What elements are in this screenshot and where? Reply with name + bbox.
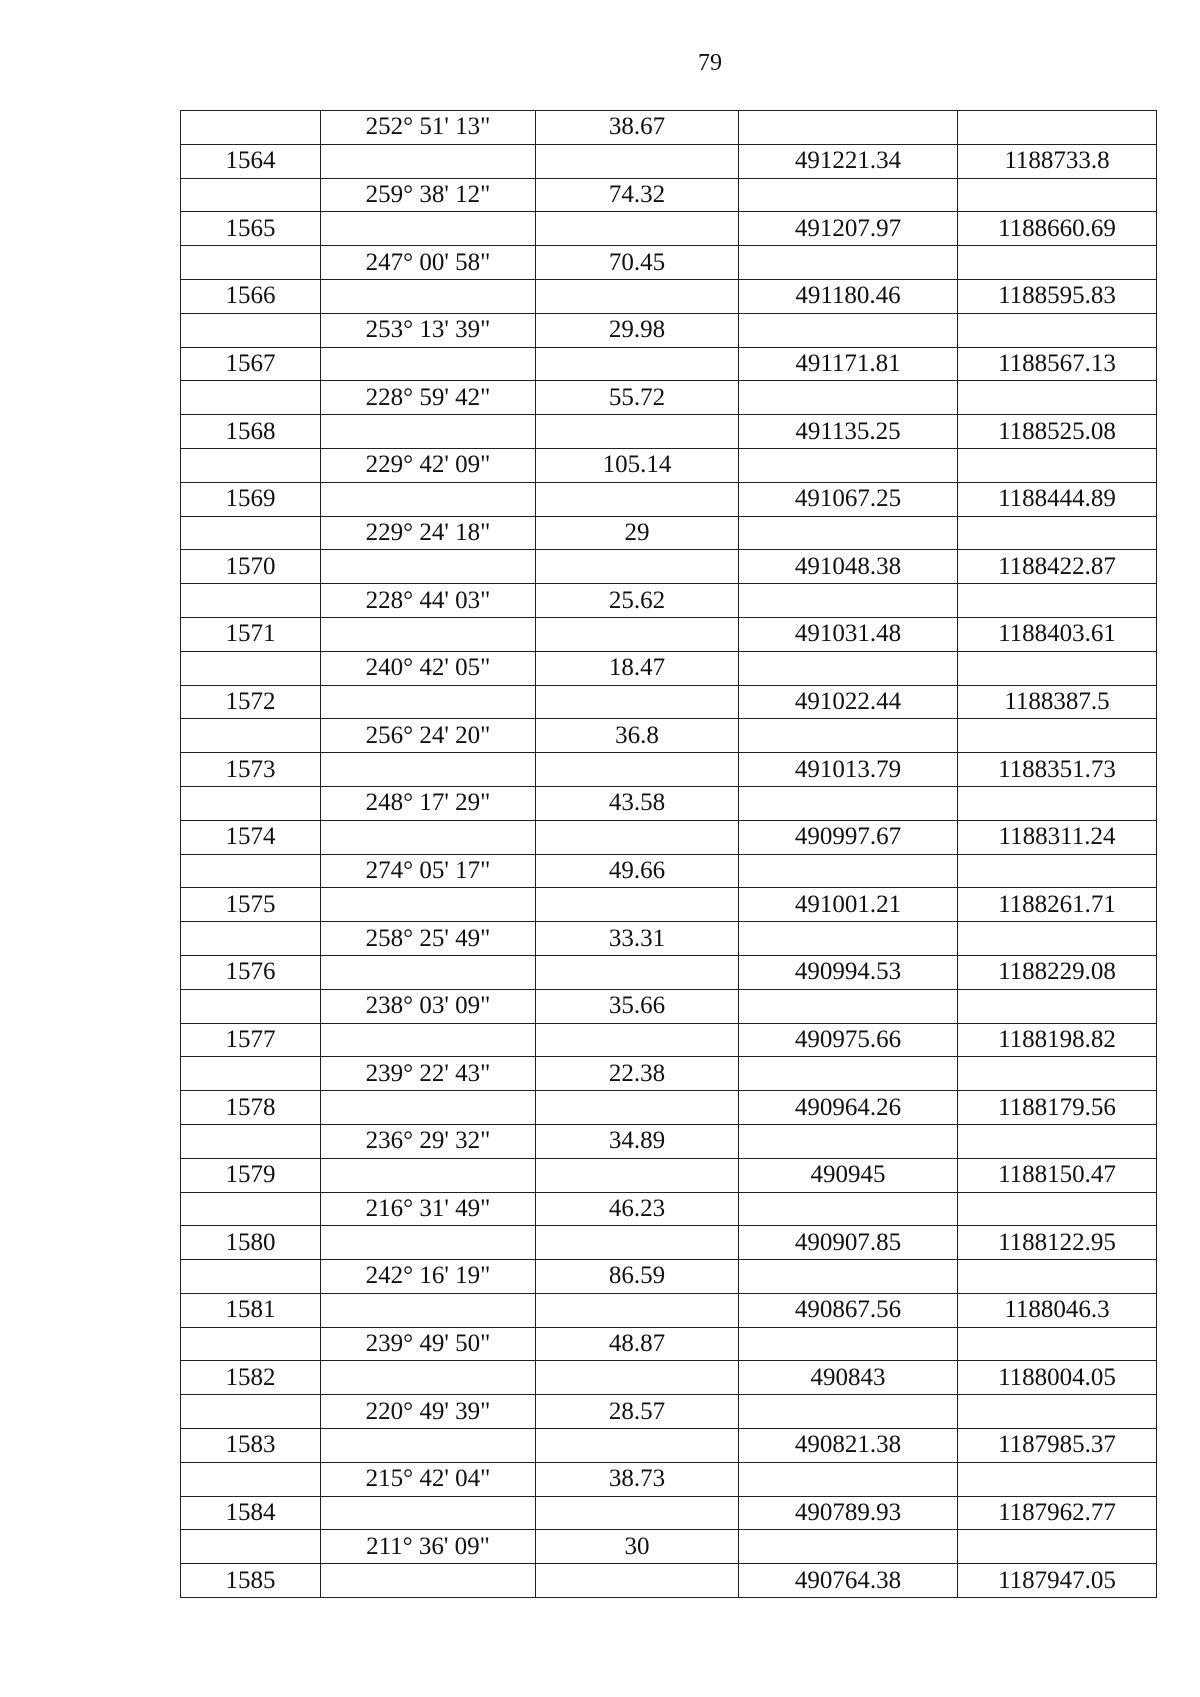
point-id-cell: 1580: [181, 1226, 321, 1260]
bearing-cell: 247° 00' 58": [321, 246, 536, 280]
point-id-cell: 1577: [181, 1023, 321, 1057]
distance-cell-empty: [536, 144, 739, 178]
easting-cell: 491207.97: [739, 212, 958, 246]
segment-row: [181, 786, 1157, 820]
point-cell-empty: [181, 584, 321, 618]
bearing-cell-empty: [321, 415, 536, 449]
distance-cell: 29.98: [536, 313, 739, 347]
bearing-cell-empty: [321, 1564, 536, 1598]
easting-cell-empty: [739, 1530, 958, 1564]
segment-row: [181, 989, 1157, 1023]
segment-row: [181, 246, 1157, 280]
distance-cell-empty: [536, 1564, 739, 1598]
northing-cell-empty: [958, 651, 1157, 685]
easting-cell-empty: [739, 1327, 958, 1361]
bearing-cell: 239° 49' 50": [321, 1327, 536, 1361]
easting-cell: 491001.21: [739, 888, 958, 922]
point-cell-empty: [181, 381, 321, 415]
easting-cell-empty: [739, 448, 958, 482]
northing-cell: 1188046.3: [958, 1293, 1157, 1327]
point-cell-empty: [181, 313, 321, 347]
easting-cell: 491221.34: [739, 144, 958, 178]
easting-cell: 490789.93: [739, 1496, 958, 1530]
distance-cell: 49.66: [536, 854, 739, 888]
point-cell-empty: [181, 1395, 321, 1429]
northing-cell: 1188403.61: [958, 617, 1157, 651]
northing-cell: 1188150.47: [958, 1158, 1157, 1192]
bearing-cell-empty: [321, 1023, 536, 1057]
northing-cell: 1188567.13: [958, 347, 1157, 381]
distance-cell: 28.57: [536, 1395, 739, 1429]
northing-cell-empty: [958, 1395, 1157, 1429]
easting-cell-empty: [739, 313, 958, 347]
point-id-cell: 1571: [181, 617, 321, 651]
northing-cell: 1188525.08: [958, 415, 1157, 449]
survey-coordinates-table: [180, 110, 1157, 1598]
bearing-cell-empty: [321, 1361, 536, 1395]
northing-cell: 1187985.37: [958, 1429, 1157, 1463]
segment-row: [181, 516, 1157, 550]
point-row: [181, 1361, 1157, 1395]
bearing-cell: 259° 38' 12": [321, 178, 536, 212]
easting-cell-empty: [739, 1462, 958, 1496]
distance-cell: 29: [536, 516, 739, 550]
point-row: [181, 482, 1157, 516]
point-row: [181, 279, 1157, 313]
distance-cell-empty: [536, 1023, 739, 1057]
easting-cell-empty: [739, 989, 958, 1023]
point-row: [181, 415, 1157, 449]
distance-cell: 34.89: [536, 1124, 739, 1158]
point-row: [181, 1023, 1157, 1057]
point-id-cell: 1566: [181, 279, 321, 313]
segment-row: [181, 178, 1157, 212]
easting-cell-empty: [739, 178, 958, 212]
segment-row: [181, 1124, 1157, 1158]
bearing-cell: 229° 24' 18": [321, 516, 536, 550]
point-cell-empty: [181, 1530, 321, 1564]
distance-cell: 18.47: [536, 651, 739, 685]
segment-row: [181, 1395, 1157, 1429]
point-cell-empty: [181, 1260, 321, 1294]
easting-cell-empty: [739, 1124, 958, 1158]
northing-cell: 1188660.69: [958, 212, 1157, 246]
distance-cell-empty: [536, 753, 739, 787]
segment-row: [181, 1260, 1157, 1294]
northing-cell-empty: [958, 854, 1157, 888]
northing-cell: 1188387.5: [958, 685, 1157, 719]
easting-cell-empty: [739, 1260, 958, 1294]
segment-row: [181, 1057, 1157, 1091]
bearing-cell-empty: [321, 1091, 536, 1125]
easting-cell-empty: [739, 246, 958, 280]
point-row: [181, 753, 1157, 787]
point-id-cell: 1567: [181, 347, 321, 381]
bearing-cell: 239° 22' 43": [321, 1057, 536, 1091]
point-id-cell: 1579: [181, 1158, 321, 1192]
easting-cell-empty: [739, 584, 958, 618]
segment-row: [181, 1192, 1157, 1226]
distance-cell: 30: [536, 1530, 739, 1564]
point-row: [181, 820, 1157, 854]
point-id-cell: 1569: [181, 482, 321, 516]
easting-cell-empty: [739, 111, 958, 145]
distance-cell: 46.23: [536, 1192, 739, 1226]
bearing-cell-empty: [321, 888, 536, 922]
point-id-cell: 1564: [181, 144, 321, 178]
northing-cell: 1188422.87: [958, 550, 1157, 584]
easting-cell: 490945: [739, 1158, 958, 1192]
point-cell-empty: [181, 1124, 321, 1158]
easting-cell-empty: [739, 1057, 958, 1091]
bearing-cell: 252° 51' 13": [321, 111, 536, 145]
point-row: [181, 1564, 1157, 1598]
point-id-cell: 1576: [181, 955, 321, 989]
point-row: [181, 347, 1157, 381]
easting-cell: 490994.53: [739, 955, 958, 989]
easting-cell: 490821.38: [739, 1429, 958, 1463]
point-row: [181, 212, 1157, 246]
point-row: [181, 955, 1157, 989]
point-cell-empty: [181, 1057, 321, 1091]
northing-cell: 1188733.8: [958, 144, 1157, 178]
easting-cell: 490843: [739, 1361, 958, 1395]
bearing-cell-empty: [321, 1429, 536, 1463]
bearing-cell: 238° 03' 09": [321, 989, 536, 1023]
survey-table-body: [181, 111, 1157, 1598]
distance-cell-empty: [536, 955, 739, 989]
distance-cell-empty: [536, 617, 739, 651]
easting-cell-empty: [739, 1395, 958, 1429]
point-cell-empty: [181, 111, 321, 145]
distance-cell-empty: [536, 820, 739, 854]
northing-cell-empty: [958, 516, 1157, 550]
point-cell-empty: [181, 516, 321, 550]
bearing-cell: 274° 05' 17": [321, 854, 536, 888]
page-number: 79: [698, 50, 722, 76]
point-cell-empty: [181, 1192, 321, 1226]
point-row: [181, 1091, 1157, 1125]
point-cell-empty: [181, 246, 321, 280]
point-row: [181, 617, 1157, 651]
northing-cell: 1188311.24: [958, 820, 1157, 854]
northing-cell-empty: [958, 786, 1157, 820]
northing-cell: 1188122.95: [958, 1226, 1157, 1260]
northing-cell-empty: [958, 1260, 1157, 1294]
distance-cell: 35.66: [536, 989, 739, 1023]
northing-cell-empty: [958, 584, 1157, 618]
northing-cell: 1188444.89: [958, 482, 1157, 516]
easting-cell-empty: [739, 651, 958, 685]
northing-cell-empty: [958, 381, 1157, 415]
bearing-cell-empty: [321, 955, 536, 989]
segment-row: [181, 854, 1157, 888]
distance-cell: 70.45: [536, 246, 739, 280]
distance-cell: 55.72: [536, 381, 739, 415]
survey-table-wrapper: [180, 110, 1156, 1598]
easting-cell: 490764.38: [739, 1564, 958, 1598]
northing-cell: 1188198.82: [958, 1023, 1157, 1057]
northing-cell-empty: [958, 246, 1157, 280]
point-id-cell: 1572: [181, 685, 321, 719]
point-cell-empty: [181, 719, 321, 753]
bearing-cell: 236° 29' 32": [321, 1124, 536, 1158]
distance-cell-empty: [536, 1429, 739, 1463]
distance-cell: 22.38: [536, 1057, 739, 1091]
point-id-cell: 1585: [181, 1564, 321, 1598]
bearing-cell-empty: [321, 1158, 536, 1192]
bearing-cell: 228° 59' 42": [321, 381, 536, 415]
point-cell-empty: [181, 922, 321, 956]
bearing-cell-empty: [321, 347, 536, 381]
northing-cell: 1188595.83: [958, 279, 1157, 313]
point-cell-empty: [181, 651, 321, 685]
distance-cell: 74.32: [536, 178, 739, 212]
bearing-cell-empty: [321, 753, 536, 787]
point-id-cell: 1583: [181, 1429, 321, 1463]
bearing-cell-empty: [321, 685, 536, 719]
point-row: [181, 1429, 1157, 1463]
easting-cell-empty: [739, 381, 958, 415]
bearing-cell-empty: [321, 820, 536, 854]
segment-row: [181, 1462, 1157, 1496]
bearing-cell: 248° 17' 29": [321, 786, 536, 820]
distance-cell-empty: [536, 1361, 739, 1395]
segment-row: [181, 651, 1157, 685]
bearing-cell: 229° 42' 09": [321, 448, 536, 482]
northing-cell-empty: [958, 719, 1157, 753]
northing-cell-empty: [958, 1327, 1157, 1361]
point-id-cell: 1575: [181, 888, 321, 922]
northing-cell-empty: [958, 1530, 1157, 1564]
distance-cell: 105.14: [536, 448, 739, 482]
northing-cell-empty: [958, 1462, 1157, 1496]
distance-cell-empty: [536, 415, 739, 449]
point-id-cell: 1578: [181, 1091, 321, 1125]
point-id-cell: 1568: [181, 415, 321, 449]
northing-cell: 1188229.08: [958, 955, 1157, 989]
point-cell-empty: [181, 854, 321, 888]
distance-cell-empty: [536, 550, 739, 584]
northing-cell: 1188004.05: [958, 1361, 1157, 1395]
bearing-cell-empty: [321, 144, 536, 178]
northing-cell: 1187947.05: [958, 1564, 1157, 1598]
easting-cell: 490964.26: [739, 1091, 958, 1125]
point-row: [181, 888, 1157, 922]
northing-cell-empty: [958, 1057, 1157, 1091]
point-row: [181, 1496, 1157, 1530]
point-row: [181, 550, 1157, 584]
distance-cell-empty: [536, 1158, 739, 1192]
easting-cell: 491031.48: [739, 617, 958, 651]
easting-cell-empty: [739, 1192, 958, 1226]
distance-cell-empty: [536, 279, 739, 313]
easting-cell-empty: [739, 854, 958, 888]
bearing-cell: 258° 25' 49": [321, 922, 536, 956]
bearing-cell-empty: [321, 279, 536, 313]
distance-cell: 86.59: [536, 1260, 739, 1294]
bearing-cell: 220° 49' 39": [321, 1395, 536, 1429]
easting-cell: 490867.56: [739, 1293, 958, 1327]
segment-row: [181, 1327, 1157, 1361]
distance-cell-empty: [536, 482, 739, 516]
northing-cell-empty: [958, 989, 1157, 1023]
easting-cell: 491171.81: [739, 347, 958, 381]
easting-cell-empty: [739, 719, 958, 753]
easting-cell: 490975.66: [739, 1023, 958, 1057]
point-row: [181, 1293, 1157, 1327]
northing-cell-empty: [958, 313, 1157, 347]
segment-row: [181, 584, 1157, 618]
point-id-cell: 1581: [181, 1293, 321, 1327]
point-cell-empty: [181, 1462, 321, 1496]
bearing-cell-empty: [321, 212, 536, 246]
point-cell-empty: [181, 786, 321, 820]
bearing-cell: 216° 31' 49": [321, 1192, 536, 1226]
distance-cell-empty: [536, 1226, 739, 1260]
distance-cell-empty: [536, 1496, 739, 1530]
bearing-cell: 256° 24' 20": [321, 719, 536, 753]
point-id-cell: 1582: [181, 1361, 321, 1395]
point-row: [181, 1226, 1157, 1260]
bearing-cell: 228° 44' 03": [321, 584, 536, 618]
northing-cell: 1188351.73: [958, 753, 1157, 787]
point-id-cell: 1584: [181, 1496, 321, 1530]
bearing-cell: 242° 16' 19": [321, 1260, 536, 1294]
bearing-cell: 215° 42' 04": [321, 1462, 536, 1496]
point-row: [181, 1158, 1157, 1192]
bearing-cell-empty: [321, 482, 536, 516]
segment-row: [181, 1530, 1157, 1564]
easting-cell: 491013.79: [739, 753, 958, 787]
distance-cell: 33.31: [536, 922, 739, 956]
segment-row: [181, 448, 1157, 482]
easting-cell: 491048.38: [739, 550, 958, 584]
northing-cell: 1188261.71: [958, 888, 1157, 922]
bearing-cell-empty: [321, 617, 536, 651]
northing-cell: 1187962.77: [958, 1496, 1157, 1530]
point-id-cell: 1574: [181, 820, 321, 854]
easting-cell: 491067.25: [739, 482, 958, 516]
easting-cell: 490997.67: [739, 820, 958, 854]
easting-cell: 491135.25: [739, 415, 958, 449]
point-id-cell: 1573: [181, 753, 321, 787]
northing-cell-empty: [958, 111, 1157, 145]
distance-cell: 38.73: [536, 1462, 739, 1496]
northing-cell: 1188179.56: [958, 1091, 1157, 1125]
distance-cell-empty: [536, 1091, 739, 1125]
easting-cell-empty: [739, 922, 958, 956]
point-row: [181, 144, 1157, 178]
point-id-cell: 1565: [181, 212, 321, 246]
distance-cell-empty: [536, 347, 739, 381]
distance-cell: 43.58: [536, 786, 739, 820]
distance-cell-empty: [536, 1293, 739, 1327]
northing-cell-empty: [958, 1124, 1157, 1158]
distance-cell-empty: [536, 685, 739, 719]
distance-cell: 25.62: [536, 584, 739, 618]
easting-cell-empty: [739, 516, 958, 550]
distance-cell-empty: [536, 212, 739, 246]
distance-cell: 38.67: [536, 111, 739, 145]
segment-row: [181, 719, 1157, 753]
segment-row: [181, 922, 1157, 956]
northing-cell-empty: [958, 178, 1157, 212]
bearing-cell: 253° 13' 39": [321, 313, 536, 347]
easting-cell: 490907.85: [739, 1226, 958, 1260]
distance-cell: 48.87: [536, 1327, 739, 1361]
distance-cell-empty: [536, 888, 739, 922]
northing-cell-empty: [958, 1192, 1157, 1226]
easting-cell: 491022.44: [739, 685, 958, 719]
point-cell-empty: [181, 448, 321, 482]
northing-cell-empty: [958, 448, 1157, 482]
bearing-cell-empty: [321, 550, 536, 584]
easting-cell: 491180.46: [739, 279, 958, 313]
bearing-cell-empty: [321, 1226, 536, 1260]
point-cell-empty: [181, 1327, 321, 1361]
segment-row: [181, 381, 1157, 415]
bearing-cell: 211° 36' 09": [321, 1530, 536, 1564]
point-cell-empty: [181, 989, 321, 1023]
easting-cell-empty: [739, 786, 958, 820]
northing-cell-empty: [958, 922, 1157, 956]
bearing-cell-empty: [321, 1496, 536, 1530]
segment-row: [181, 313, 1157, 347]
point-row: [181, 685, 1157, 719]
point-id-cell: 1570: [181, 550, 321, 584]
point-cell-empty: [181, 178, 321, 212]
bearing-cell-empty: [321, 1293, 536, 1327]
segment-row: [181, 111, 1157, 145]
distance-cell: 36.8: [536, 719, 739, 753]
bearing-cell: 240° 42' 05": [321, 651, 536, 685]
